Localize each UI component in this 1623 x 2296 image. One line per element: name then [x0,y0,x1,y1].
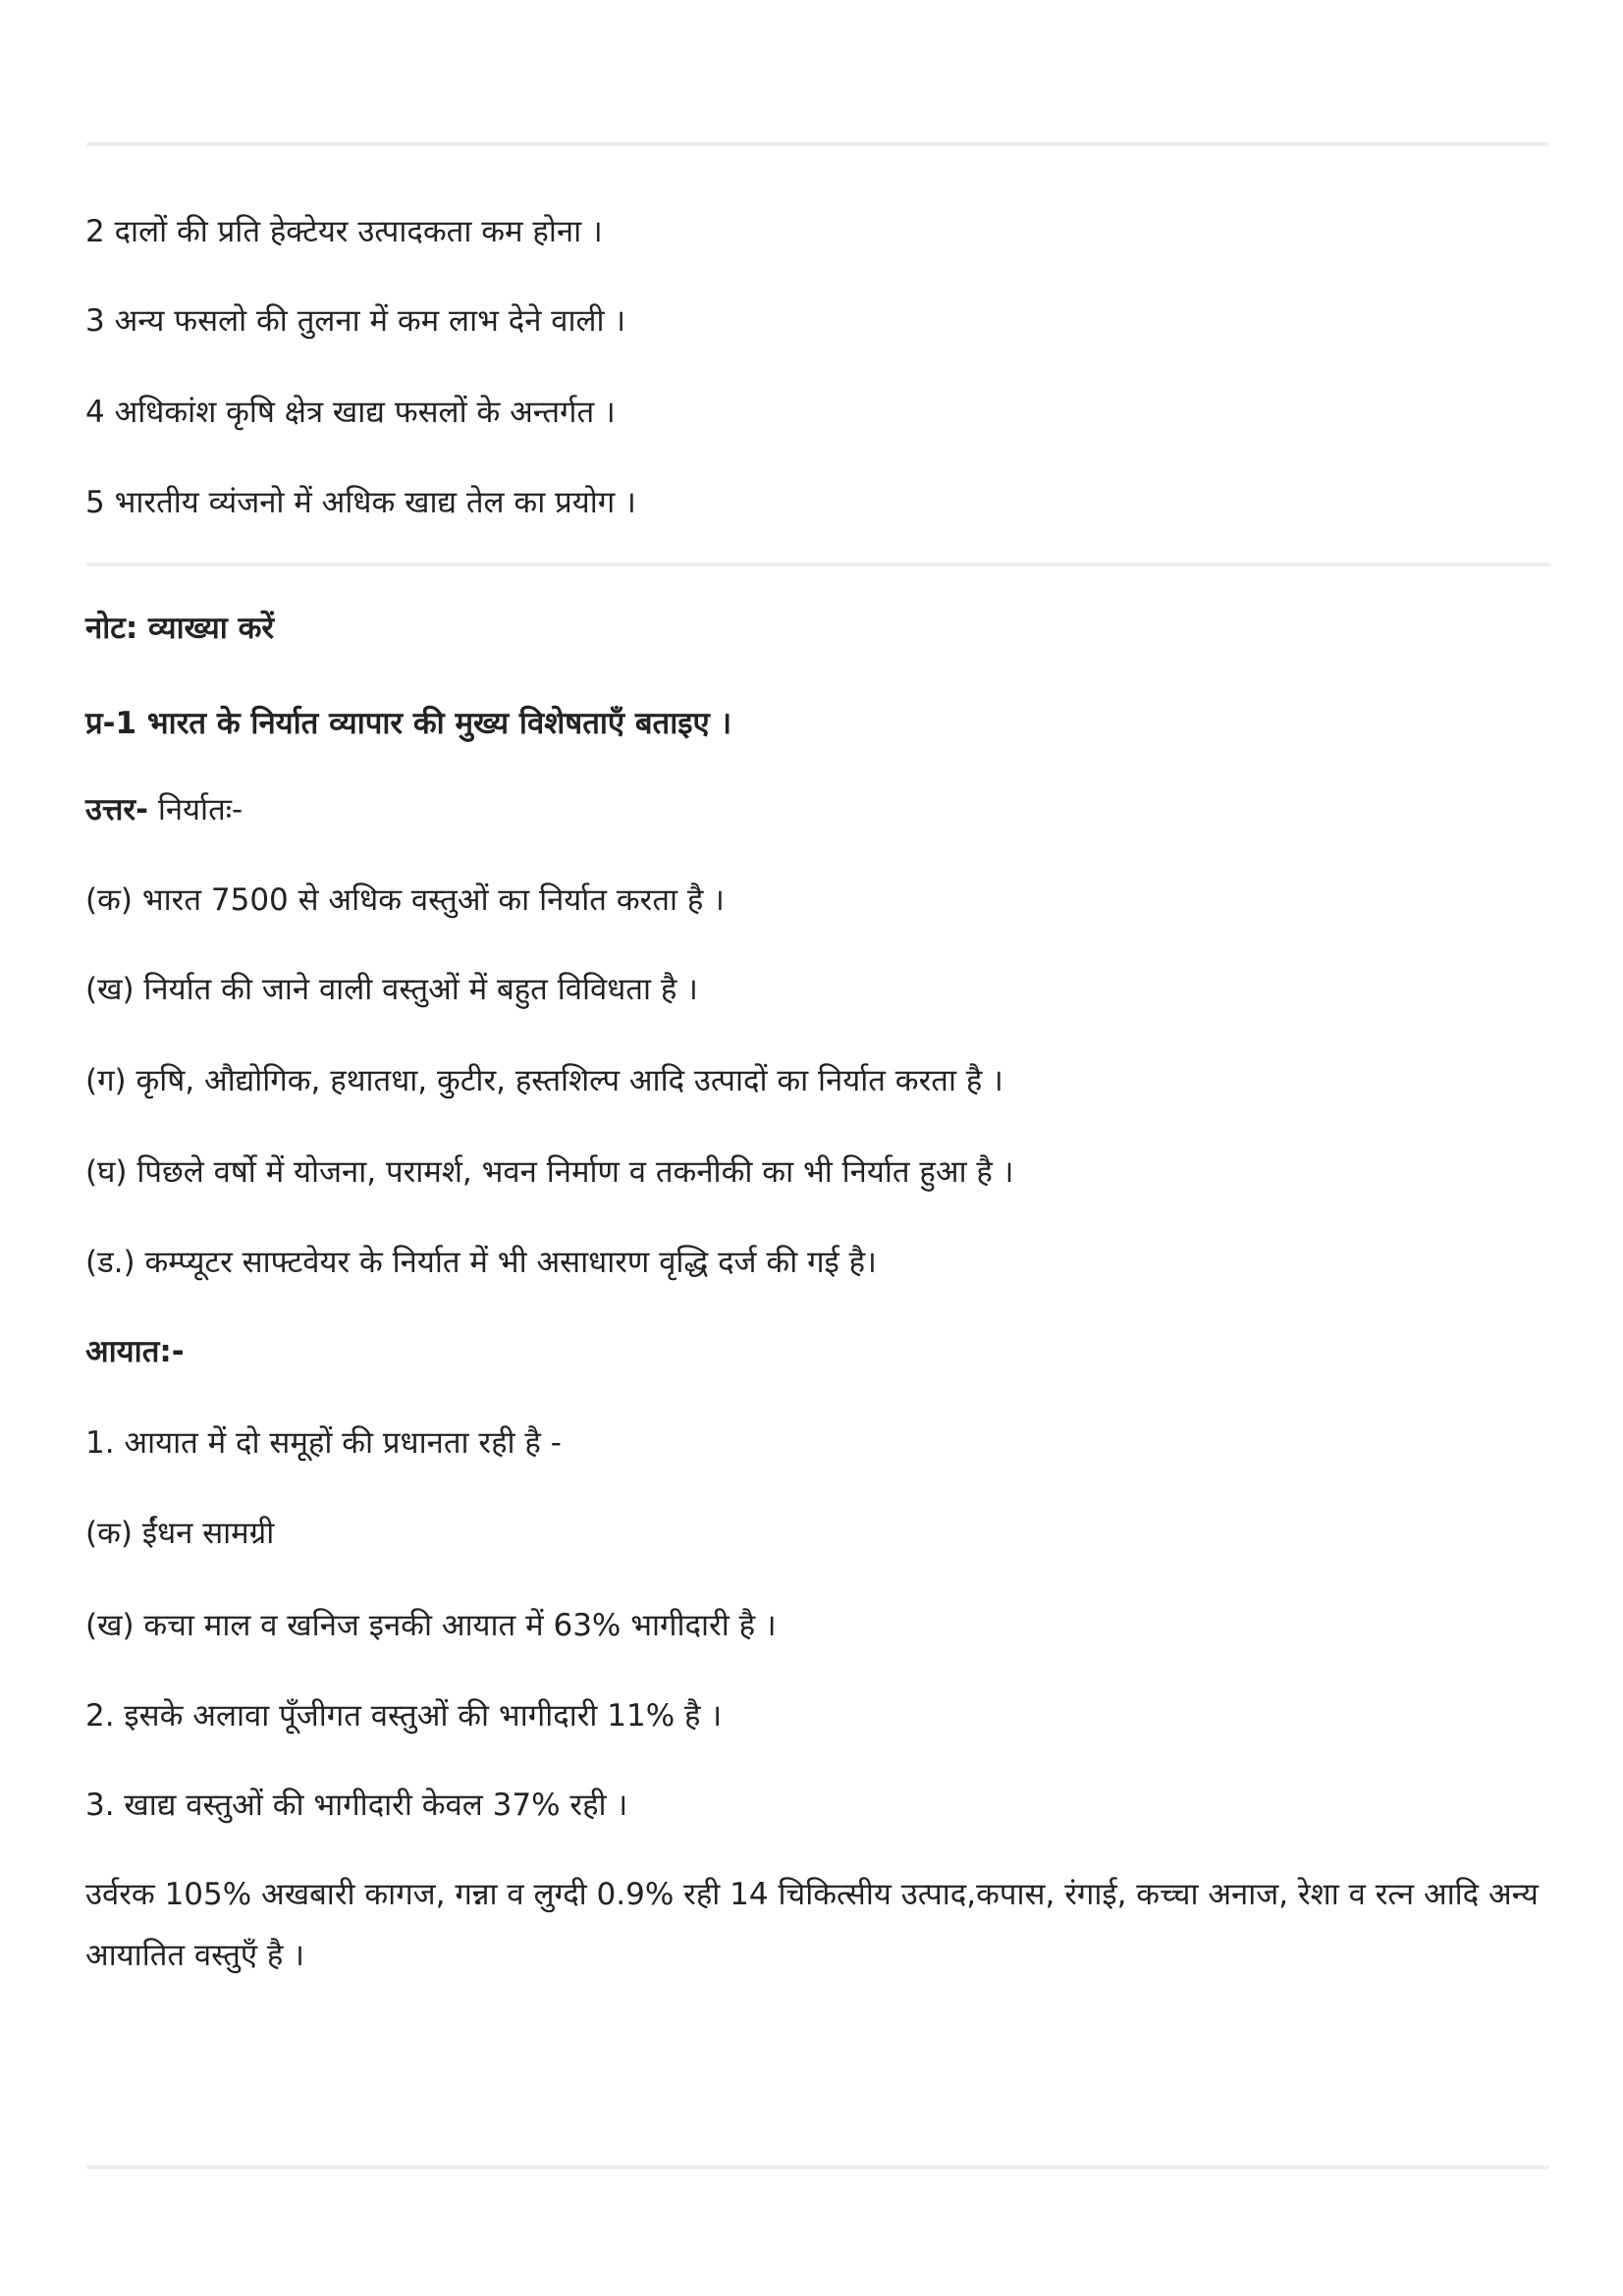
answer-heading [85,789,243,830]
imports-heading: आयात:- [85,1334,185,1369]
list-item: 2. इसके अलावा पूँजीगत वस्तुओं की भागीदारी 11% है । [85,1698,723,1734]
list-item: 2 दालों की प्रति हेक्टेयर उत्पादकता कम होना । [85,214,603,249]
list-item: (क) भारत 7500 से अधिक वस्तुओं का निर्यात करता है । [85,882,725,918]
exports-label: निर्यातः- [147,792,243,828]
divider [86,142,1549,146]
answer-label: उत्तर- [85,792,148,828]
divider [86,562,1549,566]
list-item: (ग) कृषि, औद्योगिक, हथातधा, कुटीर, हस्तशिल्प आदि उत्पादों का निर्यात करता है । [85,1063,1003,1098]
list-item: 4 अधिकांश कृषि क्षेत्र खाद्य फसलों के अन्तर्गत । [85,395,616,430]
list-item: 3. खाद्य वस्तुओं की भागीदारी केवल 37% रही । [85,1788,628,1823]
question-heading: प्र-1 भारत के निर्यात व्यापार की मुख्य विशेषताएँ बताइए । [85,706,732,741]
list-item: (क) ईंधन सामग्री [85,1516,275,1551]
note-heading: नोट: व्याख्या करें [85,611,275,646]
list-item: (घ) पिछले वर्षो में योजना, परामर्श, भवन निर्माण व तकनीकी का भी निर्यात हुआ है । [85,1154,1014,1190]
list-item: (ड.) कम्प्यूटर साफ्टवेयर के निर्यात में भी असाधारण वृद्धि दर्ज की गई है। [85,1245,877,1280]
list-item: 3 अन्य फसलो की तुलना में कम लाभ देने वाली । [85,303,626,339]
divider [86,2165,1549,2169]
list-item: (ख) कचा माल व खनिज इनकी आयात में 63% भागीदारी है । [85,1608,777,1643]
list-item: (ख) निर्यात की जाने वाली वस्तुओं में बहुत विविधता है । [85,972,698,1007]
closing-paragraph: उर्वरक 105% अखबारी कागज, गन्ना व लुग्दी 0.9% रही 14 चिकित्सीय उत्पाद,कपास, रंगाई, कच्चा अनाज, रेशा व रत्न आदि अन्य आयातित वस्तुएँ है । [85,1877,1539,1973]
list-item: 5 भारतीय व्यंजनो में अधिक खाद्य तेल का प्रयोग । [85,485,636,520]
list-item: 1. आयात में दो समूहों की प्रधानता रही है - [85,1425,562,1461]
